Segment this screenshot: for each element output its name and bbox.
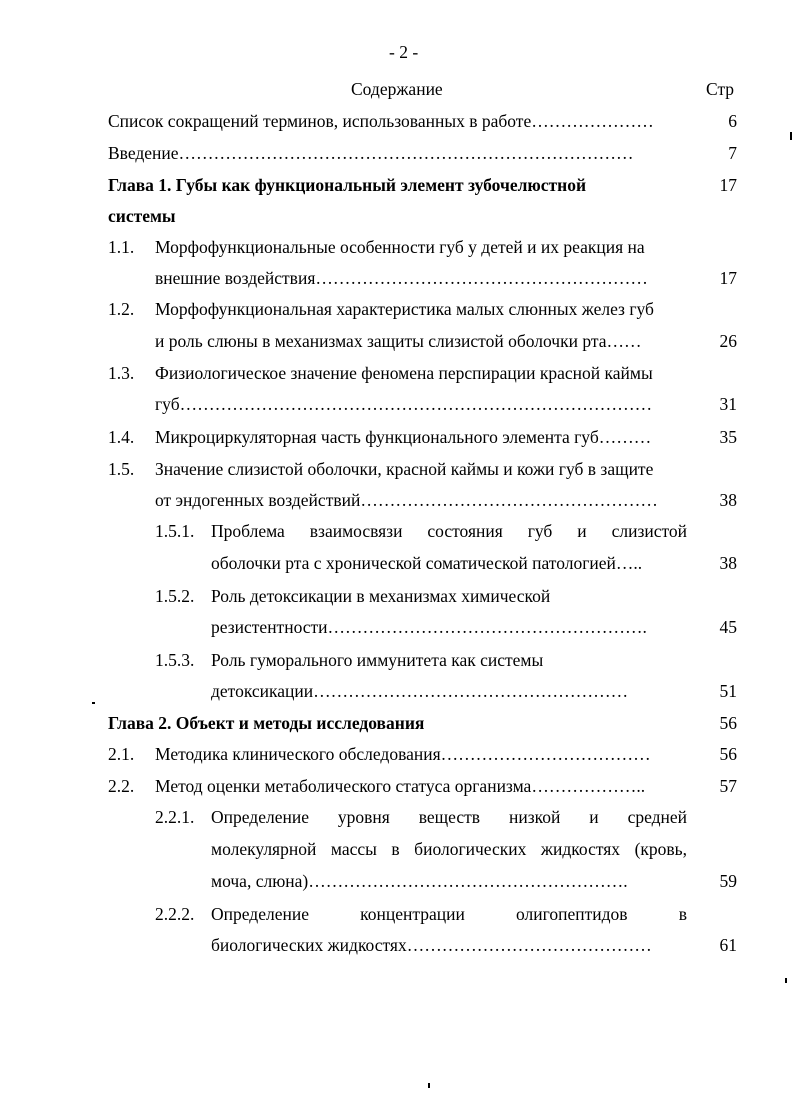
toc-subsection-2-2-2[interactable] [211, 904, 687, 924]
toc-page-2-2: 57 [719, 776, 737, 796]
toc-section-number: 1.2. [108, 299, 135, 319]
scan-speck [428, 1083, 430, 1088]
toc-subsection-2-2-2-cont: биологических жидкостях…………………………………… [211, 935, 652, 955]
toc-word: олигопептидов [516, 904, 628, 924]
toc-subsection-1-5-1-cont: оболочки рта с хронической соматической патологией….. [211, 553, 643, 573]
toc-page-abbreviations: 6 [728, 111, 737, 131]
page-number: - 2 - [389, 42, 419, 62]
contents-title: Содержание [351, 79, 443, 99]
toc-word: веществ [418, 807, 481, 827]
toc-word: в [678, 904, 687, 924]
toc-section-1-1[interactable]: Морфофункциональные особенности губ у детей и их реакция на [155, 237, 645, 257]
toc-subsection-number: 2.2.2. [155, 904, 195, 924]
toc-page-2-2-2: 61 [719, 935, 737, 955]
toc-page-1-5-1: 38 [719, 553, 737, 573]
toc-subsection-number: 1.5.1. [155, 521, 195, 541]
page-column-header: Стр [706, 79, 735, 99]
toc-page-1-2: 26 [719, 331, 737, 351]
toc-word: Проблема [211, 521, 285, 541]
toc-section-1-5-cont: от эндогенных воздействий…………………………………………… [155, 490, 658, 510]
toc-subsection-1-5-3[interactable]: Роль гуморального иммунитета как системы [211, 650, 544, 670]
toc-chapter-1-title-cont: системы [108, 206, 176, 226]
toc-word: и [577, 521, 587, 541]
toc-section-1-5[interactable]: Значение слизистой оболочки, красной каймы и кожи губ в защите [155, 459, 654, 479]
toc-section-number: 1.5. [108, 459, 135, 479]
toc-section-1-3[interactable]: Физиологическое значение феномена перспирации красной каймы [155, 363, 653, 383]
toc-subsection-number: 1.5.3. [155, 650, 195, 670]
toc-word: уровня [337, 807, 390, 827]
toc-section-number: 2.1. [108, 744, 135, 764]
scan-speck [790, 132, 792, 140]
toc-subsection-number: 1.5.2. [155, 586, 195, 606]
toc-subsection-1-5-1[interactable] [211, 521, 687, 541]
toc-section-number: 1.3. [108, 363, 135, 383]
scan-speck [92, 702, 95, 704]
toc-word: концентрации [360, 904, 465, 924]
toc-word: (кровь, [634, 839, 688, 859]
toc-word: в [391, 839, 400, 859]
toc-word: молекулярной [211, 839, 317, 859]
toc-word: жидкостях [540, 839, 621, 859]
toc-subsection-1-5-2[interactable]: Роль детоксикации в механизмах химической [211, 586, 551, 606]
toc-subsection-2-2-1-cont [211, 839, 687, 859]
toc-subsection-1-5-2-cont: резистентности………………………………………………. [211, 617, 647, 637]
toc-page-1-4: 35 [719, 427, 737, 447]
toc-page-2-1: 56 [719, 744, 737, 764]
toc-section-number: 1.1. [108, 237, 135, 257]
toc-section-1-3-cont: губ……………………………………………………………………… [155, 394, 653, 414]
toc-section-number: 2.2. [108, 776, 135, 796]
toc-word: слизистой [611, 521, 688, 541]
toc-page-1-1: 17 [719, 268, 737, 288]
toc-section-1-4[interactable]: Микроциркуляторная часть функционального элемента губ……… [155, 427, 652, 447]
toc-subsection-number: 2.2.1. [155, 807, 195, 827]
toc-subsection-2-2-1-cont2: моча, слюна)………………………………………………. [211, 871, 628, 891]
toc-word: Определение [211, 904, 309, 924]
toc-chapter-1-title[interactable]: Глава 1. Губы как функциональный элемент зубочелюстной [108, 175, 587, 195]
toc-page-2-2-1: 59 [719, 871, 737, 891]
toc-page-1-5-3: 51 [719, 681, 737, 701]
toc-section-2-1[interactable]: Методика клинического обследования……………………………… [155, 744, 651, 764]
toc-word: Определение [211, 807, 309, 827]
toc-page-1-3: 31 [719, 394, 737, 414]
toc-entry-introduction[interactable]: Введение…………………………………………………………………… [108, 143, 634, 163]
toc-subsection-2-2-1[interactable] [211, 807, 687, 827]
toc-word: массы [330, 839, 377, 859]
toc-section-1-1-cont: внешние воздействия………………………………………………… [155, 268, 648, 288]
toc-section-number: 1.4. [108, 427, 135, 447]
toc-page-1-5: 38 [719, 490, 737, 510]
scan-speck [785, 978, 787, 983]
toc-word: биологических [414, 839, 527, 859]
toc-chapter-2-title[interactable]: Глава 2. Объект и методы исследования [108, 713, 425, 733]
toc-page-chapter-2: 56 [719, 713, 737, 733]
toc-page-1-5-2: 45 [719, 617, 737, 637]
toc-page-chapter-1: 17 [719, 175, 737, 195]
toc-word: губ [527, 521, 553, 541]
toc-word: средней [627, 807, 688, 827]
toc-section-1-2[interactable]: Морфофункциональная характеристика малых слюнных желез губ [155, 299, 654, 319]
toc-entry-abbreviations[interactable]: Список сокращений терминов, использованных в работе………………… [108, 111, 654, 131]
toc-word: взаимосвязи [309, 521, 403, 541]
toc-section-2-2[interactable]: Метод оценки метаболического статуса организма……………….. [155, 776, 646, 796]
toc-word: низкой [508, 807, 561, 827]
toc-section-1-2-cont: и роль слюны в механизмах защиты слизистой оболочки рта…… [155, 331, 642, 351]
toc-word: состояния [427, 521, 503, 541]
toc-subsection-1-5-3-cont: детоксикации……………………………………………… [211, 681, 629, 701]
toc-word: и [589, 807, 599, 827]
toc-page-introduction: 7 [728, 143, 737, 163]
